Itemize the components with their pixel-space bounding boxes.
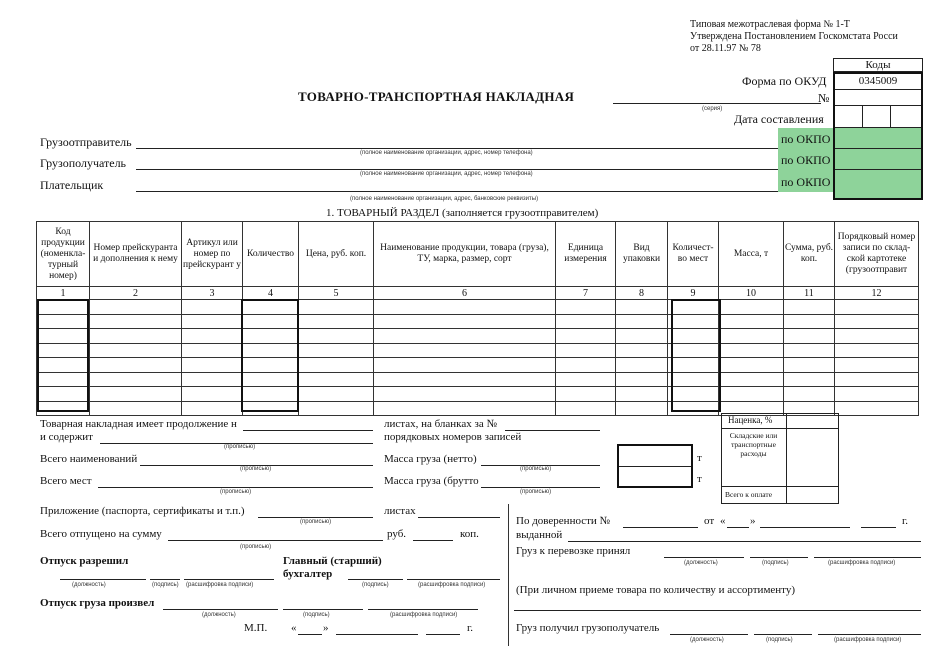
cargo-received-position-hint: (должность) [690, 637, 724, 643]
release-done-signature-line[interactable] [283, 609, 363, 610]
goods-table [36, 221, 919, 416]
table-row [37, 343, 919, 358]
table-cell[interactable] [374, 300, 556, 315]
table-cell[interactable] [182, 358, 243, 373]
okud-code[interactable]: 0345009 [835, 74, 921, 90]
kop-label: коп. [460, 528, 479, 540]
total-places-line[interactable] [98, 487, 373, 488]
attachment-sheets: листах [384, 505, 416, 517]
table-row [37, 300, 919, 315]
table-cell[interactable] [90, 372, 182, 387]
table-cell[interactable] [374, 343, 556, 358]
table-row [37, 372, 919, 387]
total-places-hint: (прописью) [220, 489, 252, 495]
table-cell[interactable] [719, 358, 784, 373]
table-cell[interactable] [299, 343, 374, 358]
table-cell[interactable] [182, 300, 243, 315]
total-payment-label: Всего к оплате [725, 490, 773, 499]
cargo-accepted-decoding-hint: (расшифровка подписи) [828, 560, 896, 566]
cargo-accepted-label: Груз к перевозке принял [516, 545, 631, 557]
table-cell[interactable] [616, 372, 668, 387]
table-cell[interactable] [556, 300, 616, 315]
table-cell[interactable] [556, 372, 616, 387]
date-code-cell[interactable] [835, 106, 921, 128]
number-label: № [818, 91, 830, 105]
table-row [37, 387, 919, 402]
continuation-label: Товарная накладная имеет продолжение н [40, 418, 237, 430]
shipper-label: Грузоотправитель [40, 135, 132, 149]
okpo-label-shipper: по ОКПО [781, 132, 831, 146]
table-cell[interactable] [835, 343, 919, 358]
power-quote-close: » [750, 515, 756, 527]
release-allowed-position-line[interactable] [60, 579, 146, 580]
column-separator [508, 504, 509, 646]
table-cell[interactable] [374, 329, 556, 344]
table-cell[interactable] [784, 387, 835, 402]
mp-quote-close: » [323, 622, 329, 634]
table-cell[interactable] [835, 401, 919, 416]
ton-gross: т [697, 473, 702, 485]
table-cell[interactable] [90, 358, 182, 373]
table-cell[interactable] [182, 329, 243, 344]
col-header-4: Количество [243, 222, 299, 287]
consignee-hint: (полное наименование организации, адрес, номер телефона) [360, 171, 533, 177]
col4-outline [241, 299, 299, 412]
table-row [37, 314, 919, 329]
table-cell[interactable] [556, 343, 616, 358]
col-header-8: Вид упаковки [616, 222, 668, 287]
number-code-cell[interactable] [835, 90, 921, 106]
total-released-line[interactable] [168, 540, 383, 541]
power-quote-open: « [720, 515, 726, 527]
col-header-1: Код продукции (номенкла-турный номер) [37, 222, 90, 287]
total-released-hint: (прописью) [240, 544, 272, 550]
markup-value-cell[interactable] [787, 413, 838, 428]
table-cell[interactable] [784, 300, 835, 315]
table-cell[interactable] [784, 343, 835, 358]
table-cell[interactable] [616, 343, 668, 358]
okud-label: Форма по ОКУД [742, 74, 827, 88]
mp-year-label: г. [467, 622, 474, 634]
attachment-hint: (прописью) [300, 519, 332, 525]
table-cell[interactable] [616, 387, 668, 402]
table-cell[interactable] [835, 372, 919, 387]
table-cell[interactable] [299, 372, 374, 387]
cargo-accepted-signature-line[interactable] [750, 557, 808, 558]
payer-okpo-cell[interactable] [835, 170, 921, 198]
date-label: Дата составления [734, 112, 824, 126]
release-done-decoding-line[interactable] [368, 609, 478, 610]
table-cell[interactable] [299, 300, 374, 315]
section1-title: 1. ТОВАРНЫЙ РАЗДЕЛ (заполняется грузоотправителем) [326, 207, 599, 219]
table-cell[interactable] [719, 329, 784, 344]
gross-mass-label: Масса груза (брутто [384, 475, 479, 487]
col-header-12: Порядковый номер записи по склад-ской картотеке (грузоотправит [835, 222, 919, 287]
markup-label: Наценка, % [728, 415, 773, 425]
col-num-5: 5 [299, 287, 374, 300]
personal-receipt-line[interactable] [514, 610, 921, 611]
table-cell[interactable] [299, 358, 374, 373]
table-cell[interactable] [374, 358, 556, 373]
table-cell[interactable] [90, 401, 182, 416]
form-type-line1: Типовая межотраслевая форма № 1-Т [690, 19, 850, 30]
table-cell[interactable] [784, 329, 835, 344]
chief-accountant-decoding-hint: (расшифровка подписи) [418, 582, 486, 588]
table-cell[interactable] [299, 329, 374, 344]
gross-mass-hint: (прописью) [520, 489, 552, 495]
col9-outline [671, 299, 721, 412]
col-header-2: Номер прейскуранта и дополнения к нему [90, 222, 182, 287]
table-cell[interactable] [374, 314, 556, 329]
col-header-6: Наименование продукции, товара (груза), ТУ, марка, размер, сорт [374, 222, 556, 287]
shipper-line[interactable] [136, 148, 778, 149]
table-cell[interactable] [556, 401, 616, 416]
shipper-okpo-cell[interactable] [835, 128, 921, 149]
col-header-10: Масса, т [719, 222, 784, 287]
table-cell[interactable] [719, 343, 784, 358]
cargo-received-position-line[interactable] [670, 634, 748, 635]
sheets-on-blanks: листах, на бланках за № [384, 418, 497, 430]
ton-net: т [697, 452, 702, 464]
table-cell[interactable] [556, 314, 616, 329]
okpo-label-payer: по ОКПО [781, 175, 831, 189]
col-num-2: 2 [90, 287, 182, 300]
continuation-line[interactable] [243, 430, 373, 431]
table-cell[interactable] [784, 314, 835, 329]
col-num-3: 3 [182, 287, 243, 300]
consignee-label: Грузополучатель [40, 156, 127, 170]
release-allowed-decoding-line[interactable] [184, 579, 274, 580]
release-done-position-hint: (должность) [202, 612, 236, 618]
col-num-7: 7 [556, 287, 616, 300]
power-day-line[interactable] [727, 527, 749, 528]
table-cell[interactable] [90, 314, 182, 329]
date-divider-1 [862, 106, 863, 128]
table-cell[interactable] [182, 372, 243, 387]
table-cell[interactable] [835, 314, 919, 329]
net-mass-hint: (прописью) [520, 466, 552, 472]
chief-accountant-decoding-line[interactable] [407, 579, 500, 580]
release-allowed-decoding-hint: (расшифровка подписи) [186, 582, 254, 588]
codes-header: Коды [833, 58, 923, 72]
series-hint: (серия) [702, 106, 723, 112]
release-done-label: Отпуск груза произвел [40, 597, 155, 609]
table-cell[interactable] [784, 358, 835, 373]
table-cell[interactable] [182, 401, 243, 416]
form-type-line3: от 28.11.97 № 78 [690, 43, 761, 54]
goods-number-row [37, 287, 919, 300]
col-num-4: 4 [243, 287, 299, 300]
table-cell[interactable] [90, 300, 182, 315]
personal-receipt-label: (При личном приеме товара по количеству и ассортименту) [516, 584, 796, 596]
mp-label: М.П. [244, 622, 268, 634]
table-cell[interactable] [374, 387, 556, 402]
col1-outline [37, 299, 89, 412]
col-num-8: 8 [616, 287, 668, 300]
cargo-accepted-position-line[interactable] [664, 557, 744, 558]
table-cell[interactable] [556, 329, 616, 344]
mass-box-divider [619, 466, 691, 467]
table-cell[interactable] [90, 329, 182, 344]
release-allowed-signature-hint: (подпись) [152, 582, 179, 588]
table-cell[interactable] [784, 372, 835, 387]
issued-line[interactable] [568, 541, 921, 542]
table-cell[interactable] [835, 300, 919, 315]
table-cell[interactable] [616, 300, 668, 315]
col-num-6: 6 [374, 287, 556, 300]
col-header-9: Количест-во мест [668, 222, 719, 287]
power-from-label: от [704, 515, 715, 527]
net-mass-label: Масса груза (нетто) [384, 453, 477, 465]
table-cell[interactable] [299, 401, 374, 416]
mp-month-line[interactable] [336, 634, 418, 635]
payer-line[interactable] [136, 191, 778, 192]
attachment-line[interactable] [258, 517, 373, 518]
table-cell[interactable] [90, 387, 182, 402]
col-header-3: Артикул или номер по прейскурант у [182, 222, 243, 287]
power-of-attorney-label: По доверенности № [516, 515, 611, 527]
release-allowed-position-hint: (должность) [72, 582, 106, 588]
col-num-12: 12 [835, 287, 919, 300]
chief-accountant-line2: бухгалтер [283, 568, 333, 580]
attachment-label: Приложение (паспорта, сертификаты и т.п.) [40, 505, 245, 517]
goods-header-row [37, 222, 919, 287]
chief-accountant-signature-hint: (подпись) [362, 582, 389, 588]
power-year-label: г. [902, 515, 909, 527]
total-names-label: Всего наименований [40, 453, 138, 465]
contains-label: и содержит [40, 431, 93, 443]
table-cell[interactable] [835, 329, 919, 344]
table-cell[interactable] [556, 387, 616, 402]
warehouse-costs-value-cell[interactable] [787, 429, 838, 486]
payer-label: Плательщик [40, 178, 104, 192]
release-allowed-label: Отпуск разрешил [40, 555, 129, 567]
table-row [37, 358, 919, 373]
table-cell[interactable] [182, 314, 243, 329]
table-cell[interactable] [299, 314, 374, 329]
table-cell[interactable] [835, 358, 919, 373]
col-num-10: 10 [719, 287, 784, 300]
release-done-signature-hint: (подпись) [303, 612, 330, 618]
rub-label: руб. [387, 528, 407, 540]
okpo-label-consignee: по ОКПО [781, 153, 831, 167]
consignee-okpo-cell[interactable] [835, 149, 921, 170]
mp-year-line[interactable] [426, 634, 460, 635]
col-num-1: 1 [37, 287, 90, 300]
consignee-line[interactable] [136, 169, 778, 170]
table-cell[interactable] [719, 372, 784, 387]
gross-mass-line[interactable] [481, 487, 600, 488]
form-type-line2: Утверждена Постановлением Госкомстата Росси [690, 31, 898, 42]
table-cell[interactable] [374, 401, 556, 416]
table-cell[interactable] [616, 314, 668, 329]
table-cell[interactable] [374, 372, 556, 387]
table-cell[interactable] [182, 387, 243, 402]
table-cell[interactable] [719, 300, 784, 315]
kop-line[interactable] [413, 540, 453, 541]
cargo-received-decoding-line[interactable] [818, 634, 921, 635]
shipper-hint: (полное наименование организации, адрес, номер телефона) [360, 150, 533, 156]
table-row [37, 329, 919, 344]
table-cell[interactable] [556, 358, 616, 373]
table-cell[interactable] [835, 387, 919, 402]
total-released-label: Всего отпущено на сумму [40, 528, 162, 540]
col-num-11: 11 [784, 287, 835, 300]
cargo-accepted-decoding-line[interactable] [814, 557, 921, 558]
release-done-decoding-hint: (расшифровка подписи) [390, 612, 458, 618]
table-cell[interactable] [90, 343, 182, 358]
cargo-received-label: Груз получил грузополучатель [516, 622, 660, 634]
table-cell[interactable] [616, 329, 668, 344]
chief-accountant-signature-line[interactable] [348, 579, 403, 580]
mp-day-line[interactable] [298, 634, 322, 635]
cargo-received-signature-line[interactable] [754, 634, 812, 635]
cargo-received-signature-hint: (подпись) [766, 637, 793, 643]
total-places-label: Всего мест [40, 475, 92, 487]
table-cell[interactable] [299, 387, 374, 402]
power-of-attorney-number-line[interactable] [623, 527, 698, 528]
power-year-line[interactable] [861, 527, 896, 528]
contains-hint: (прописью) [224, 444, 256, 450]
total-payment-value-cell[interactable] [787, 487, 838, 503]
table-cell[interactable] [182, 343, 243, 358]
total-names-hint: (прописью) [240, 466, 272, 472]
date-divider-2 [890, 106, 891, 128]
col-header-7: Единица измерения [556, 222, 616, 287]
table-cell[interactable] [719, 387, 784, 402]
table-cell[interactable] [616, 401, 668, 416]
issued-label: выданной [516, 529, 563, 541]
chief-accountant-line1: Главный (старший) [283, 555, 382, 567]
cargo-accepted-signature-hint: (подпись) [762, 560, 789, 566]
release-done-position-line[interactable] [163, 609, 278, 610]
col-header-11: Сумма, руб. коп. [784, 222, 835, 287]
attachment-sheets-line[interactable] [418, 517, 500, 518]
col-header-5: Цена, руб. коп. [299, 222, 374, 287]
col-num-9: 9 [668, 287, 719, 300]
table-cell[interactable] [616, 358, 668, 373]
record-numbers: порядковых номеров записей [384, 431, 522, 443]
warehouse-costs-label: Складские или транспортные расходы [729, 431, 778, 458]
cargo-received-decoding-hint: (расшифровка подписи) [834, 637, 902, 643]
page-title: ТОВАРНО-ТРАНСПОРТНАЯ НАКЛАДНАЯ [298, 89, 575, 104]
mp-quote-open: « [291, 622, 297, 634]
payer-hint: (полное наименование организации, адрес, банковские реквизиты) [350, 196, 539, 202]
cargo-accepted-position-hint: (должность) [684, 560, 718, 566]
power-month-line[interactable] [760, 527, 850, 528]
release-allowed-signature-line[interactable] [150, 579, 180, 580]
table-cell[interactable] [719, 314, 784, 329]
series-line[interactable] [613, 103, 821, 104]
